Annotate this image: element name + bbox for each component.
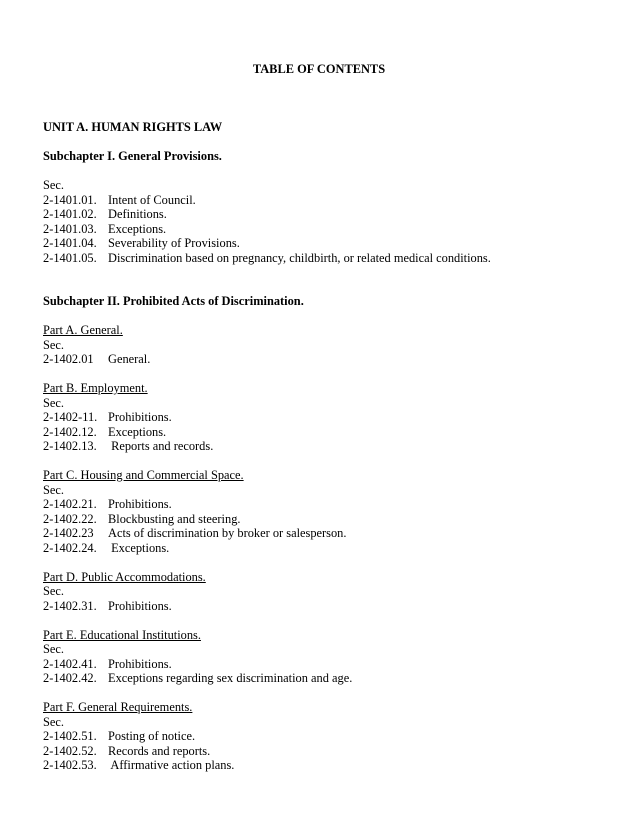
section-number: 2-1402.13. bbox=[43, 439, 97, 453]
section-number: 2-1402.51. bbox=[43, 729, 97, 743]
section-number: 2-1402.01 bbox=[43, 352, 94, 366]
section-title: Acts of discrimination by broker or salesperson. bbox=[108, 526, 347, 540]
section-number: 2-1402.31. bbox=[43, 598, 97, 613]
page-title: TABLE OF CONTENTS bbox=[252, 62, 386, 76]
toc-entry bbox=[43, 222, 491, 237]
section-number: 2-1401.04. bbox=[43, 236, 97, 250]
section-title: Exceptions. bbox=[108, 540, 170, 555]
part-heading: Part D. Public Accommodations. bbox=[43, 569, 206, 584]
section-title: Prohibitions. bbox=[108, 656, 172, 671]
part-heading: Part B. Employment. bbox=[43, 381, 148, 395]
sec-label: Sec. bbox=[43, 178, 64, 192]
sec-label: Sec. bbox=[43, 642, 64, 656]
subchapter-2-section bbox=[43, 294, 352, 773]
subchapter-1-section bbox=[43, 149, 491, 265]
toc-entry bbox=[43, 541, 352, 556]
section-title: Reports and records. bbox=[108, 439, 214, 453]
section-number: 2-1402.52. bbox=[43, 743, 97, 758]
toc-entry bbox=[43, 425, 352, 440]
section-title: Definitions. bbox=[108, 207, 167, 221]
part-heading: Part E. Educational Institutions. bbox=[43, 627, 201, 642]
section-number: 2-1402.23 bbox=[43, 526, 94, 540]
toc-entry bbox=[43, 251, 491, 266]
section-title: General. bbox=[108, 352, 151, 366]
section-title: Affirmative action plans. bbox=[108, 758, 235, 772]
toc-entry bbox=[43, 758, 352, 773]
sec-label: Sec. bbox=[43, 714, 64, 729]
unit-heading: UNIT A. HUMAN RIGHTS LAW bbox=[43, 120, 223, 134]
section-title: Exceptions. bbox=[108, 424, 167, 439]
sec-label: Sec. bbox=[43, 337, 64, 352]
section-number: 2-1402-11. bbox=[43, 410, 98, 424]
section-title: Records and reports. bbox=[108, 743, 211, 758]
toc-entry bbox=[43, 236, 491, 251]
section-number: 2-1401.02. bbox=[43, 207, 97, 221]
toc-entry bbox=[43, 193, 491, 208]
section-title: Exceptions regarding sex discrimination and age. bbox=[108, 671, 353, 685]
section-title: Intent of Council. bbox=[108, 192, 196, 207]
section-number: 2-1401.05. bbox=[43, 250, 97, 265]
toc-entry bbox=[43, 744, 352, 759]
part-f bbox=[43, 700, 352, 773]
toc-entry bbox=[43, 671, 352, 686]
toc-entry bbox=[43, 207, 491, 222]
section-number: 2-1402.22. bbox=[43, 511, 97, 526]
toc-entry bbox=[43, 526, 352, 541]
sec-label: Sec. bbox=[43, 584, 64, 598]
section-title: Discrimination based on pregnancy, childbirth, or related medical conditions. bbox=[108, 250, 491, 265]
section-number: 2-1402.24. bbox=[43, 540, 97, 555]
part-e bbox=[43, 628, 352, 686]
part-c bbox=[43, 468, 352, 555]
section-title: Severability of Provisions. bbox=[108, 236, 240, 250]
toc-entry bbox=[43, 512, 352, 527]
section-title: Prohibitions. bbox=[108, 497, 172, 511]
part-heading: Part F. General Requirements. bbox=[43, 700, 193, 714]
part-heading: Part A. General. bbox=[43, 323, 123, 337]
section-title: Blockbusting and steering. bbox=[108, 511, 241, 526]
subchapter-1-heading: Subchapter I. General Provisions. bbox=[43, 149, 222, 163]
part-b bbox=[43, 381, 352, 454]
toc-entry bbox=[43, 352, 352, 367]
toc-entry bbox=[43, 599, 352, 614]
part-a bbox=[43, 323, 352, 367]
sec-label: Sec. bbox=[43, 395, 64, 410]
section-number: 2-1401.03. bbox=[43, 221, 97, 236]
section-number: 2-1401.01. bbox=[43, 192, 97, 207]
section-title: Posting of notice. bbox=[108, 729, 196, 743]
section-title: Prohibitions. bbox=[108, 410, 172, 424]
sec-label: Sec. bbox=[43, 482, 64, 497]
toc-entry bbox=[43, 410, 352, 425]
toc-entry bbox=[43, 439, 352, 454]
section-number: 2-1402.41. bbox=[43, 656, 97, 671]
part-heading: Part C. Housing and Commercial Space. bbox=[43, 468, 244, 482]
section-title: Prohibitions. bbox=[108, 598, 172, 613]
toc-entry bbox=[43, 657, 352, 672]
toc-entry bbox=[43, 497, 352, 512]
section-number: 2-1402.21. bbox=[43, 497, 97, 511]
section-number: 2-1402.12. bbox=[43, 424, 97, 439]
toc-entry bbox=[43, 729, 352, 744]
section-number: 2-1402.42. bbox=[43, 671, 97, 685]
subchapter-2-heading: Subchapter II. Prohibited Acts of Discrimination. bbox=[43, 294, 304, 308]
section-number: 2-1402.53. bbox=[43, 758, 97, 772]
part-d bbox=[43, 570, 352, 614]
section-title: Exceptions. bbox=[108, 221, 167, 236]
